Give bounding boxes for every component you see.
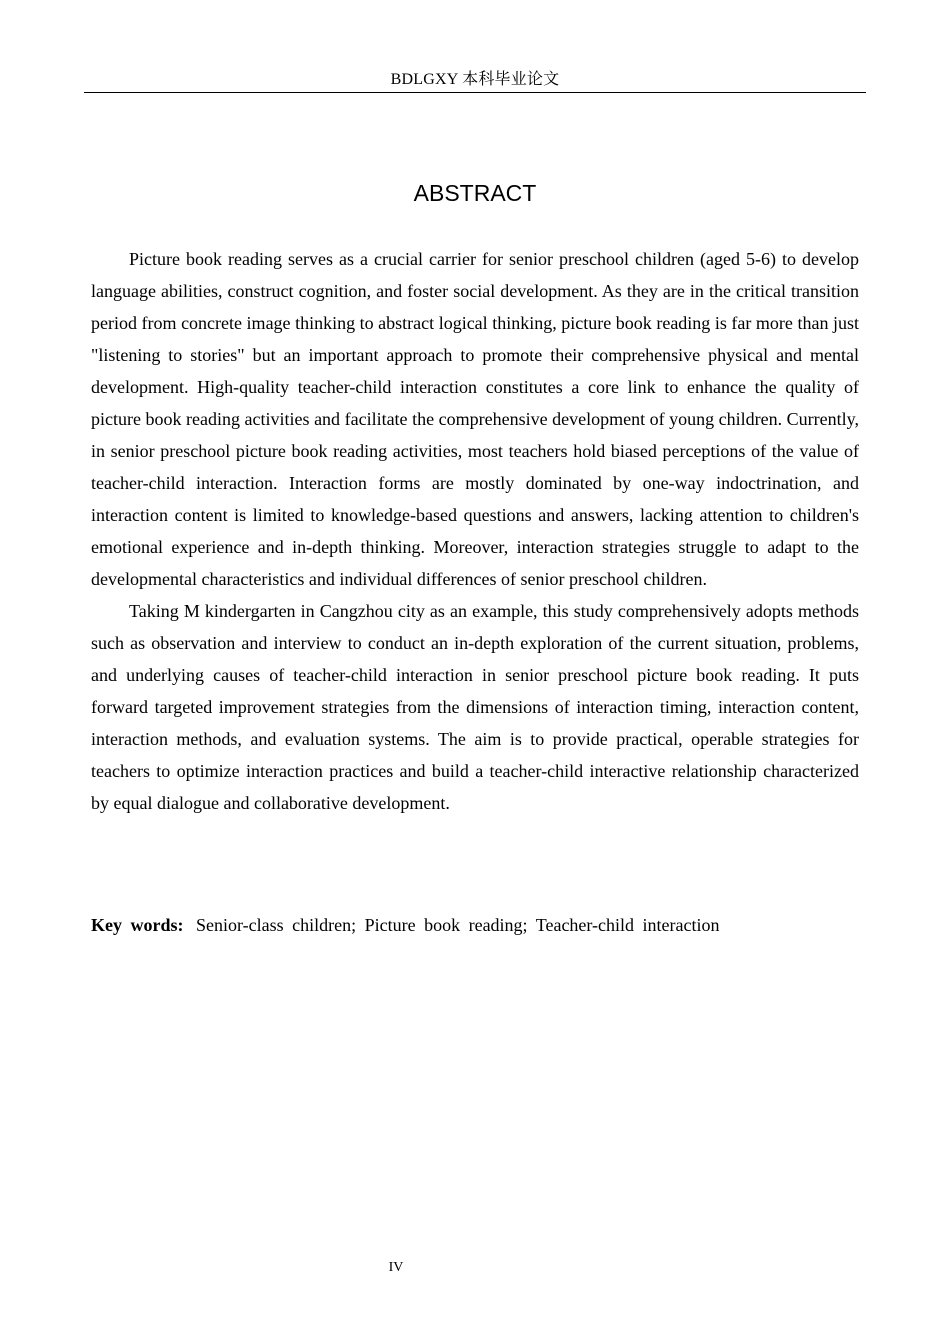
page-header [84, 68, 866, 93]
abstract-paragraph-1: Picture book reading serves as a crucial carrier for senior preschool children (aged 5-6) to develop language abilities, construct cognition, and foster social development. As they are in the critical transition period from concrete image thinking to abstract logical thinking, picture book reading is far more than just "listening to stories" but an important approach to promote their comprehensive physical and mental development. High-quality teacher-child interaction constitutes a core link to enhance the quality of picture book reading activities and facilitate the comprehensive development of young children. Currently, in senior preschool picture book reading activities, most teachers hold biased perceptions of the value of teacher-child interaction. Interaction forms are mostly dominated by one-way indoctrination, and interaction content is limited to knowledge-based questions and answers, lacking attention to children's emotional experience and in-depth thinking. Moreover, interaction strategies struggle to adapt to the developmental characteristics and individual differences of senior preschool children. [91, 249, 859, 589]
page-number: IV [388, 1260, 404, 1275]
abstract-body [91, 243, 859, 819]
keywords-line [91, 911, 859, 939]
keywords-label: Key words: [91, 915, 184, 935]
abstract-title: ABSTRACT [413, 180, 537, 206]
keywords-text: Senior-class children; Picture book reading; Teacher-child interaction [196, 915, 720, 935]
running-title: BDLGXY 本科毕业论文 [390, 71, 560, 88]
abstract-paragraph-2: Taking M kindergarten in Cangzhou city as an example, this study comprehensively adopts methods such as observation and interview to conduct an in-depth exploration of the current situation, problems, and underlying causes of teacher-child interaction in senior preschool picture book reading. It puts forward targeted improvement strategies from the dimensions of interaction timing, interaction content, interaction methods, and evaluation systems. The aim is to provide practical, operable strategies for teachers to optimize interaction practices and build a teacher-child interactive relationship characterized by equal dialogue and collaborative development. [91, 601, 859, 813]
